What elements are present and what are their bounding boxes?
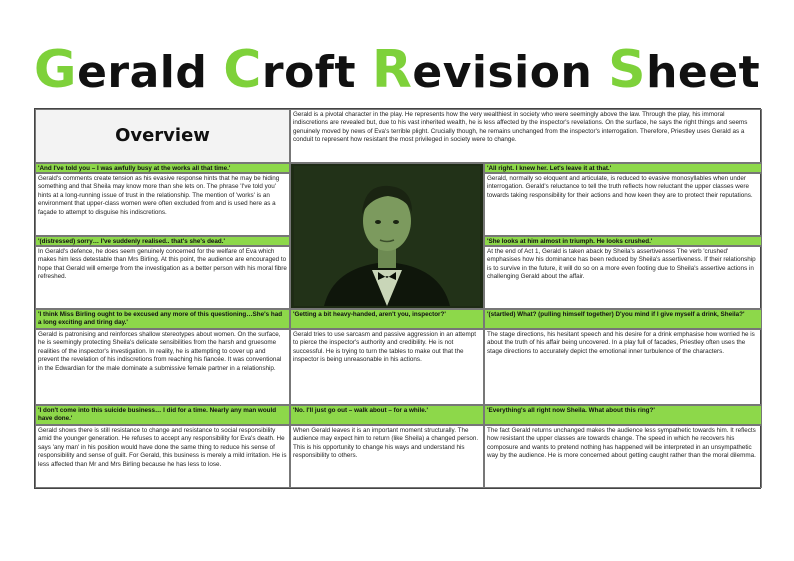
analysis-9: When Gerald leaves it is an important moment structurally. The audience may expect him to return (like Sheila) a changed person. This is his opportunity to change his ways and understand his responsibility to others. <box>290 425 484 488</box>
title-rest-3: evision <box>412 47 593 98</box>
analysis-5: Gerald is patronising and reinforces shallow stereotypes about women. On the surface, he is seemingly protecting Sheila's delicate sensibilities from the harsh and gruesome realities of the inspector's investigation. In reality, he is attempting to cover up and prevent the revelation of his indiscretions from reaching his fiancée. It was conventional in the Edwardian for the male dominate a submissive female partner in a relationship. <box>35 329 290 405</box>
quote-6: 'Getting a bit heavy-handed, aren't you, inspector?' <box>290 309 484 329</box>
overview-text: Gerald is a pivotal character in the play. He represents how the very wealthiest in society who were seemingly above the law. Through the play, his immoral indiscretions are revealed but, due to his vast inherited wealth, he is less affected by the inspector's revelations. On the surface, he says the right things and seems genuinely moved by news of Eva's terrible plight. Crucially though, he remains unchanged from the inspector's interrogation. Therefore, Priestley uses Gerald as a conduit to represent how resistant the most privileged in society were to change. <box>290 109 762 163</box>
quote-7: '(startled) What? (pulling himself together) D'you mind if I give myself a drink, Sheila?' <box>484 309 762 329</box>
gerald-portrait-image <box>294 166 480 306</box>
analysis-6: Gerald tries to use sarcasm and passive aggression in an attempt to pierce the inspector's authority and credibility. He is not successful. He is trying to turn the tables to make out that the inspector is being unreasonable in his actions. <box>290 329 484 405</box>
title-rest-1: erald <box>77 47 208 98</box>
quote-2: 'All right. I knew her. Let's leave it at that.' <box>484 163 762 173</box>
analysis-4: At the end of Act 1, Gerald is taken aback by Sheila's assertiveness The verb 'crushed' emphasises how his dominance has been reduced by Sheila's assertiveness. If their relationship is to survive in the future, it will do so on a more even footing due to Sheila's assertive actions in challenging Gerald about the affair. <box>484 246 762 309</box>
quote-1: 'And I've told you – I was awfully busy at the works all that time.' <box>35 163 290 173</box>
quote-8: 'I don't come into this suicide business… I did for a time. Nearly any man would have done.' <box>35 405 290 425</box>
title-cap-4: S <box>608 40 647 100</box>
analysis-2: Gerald, normally so eloquent and articulate, is reduced to evasive monosyllables when under interrogation. Gerald's reluctance to tell the truth reflects how reluctant the upper classes were towards taking responsibility for their actions and how keen they are to protect their reputations. <box>484 173 762 236</box>
title-rest-2: roft <box>261 47 356 98</box>
quote-5: 'I think Miss Birling ought to be excused any more of this questioning…She's had a long exciting and tiring day.' <box>35 309 290 329</box>
analysis-7: The stage directions, his hesitant speech and his desire for a drink emphasise how worried he is about the truth of his affair being uncovered. In a play full of facades, Priestley often uses the stage directions to accurately depict the emotional inner turbulence of the characters. <box>484 329 762 405</box>
analysis-10: The fact Gerald returns unchanged makes the audience less sympathetic towards him. It reflects how resistant the upper classes are towards change. The speed in which he recovers his composure and wants to pretend nothing has happened will be interpreted in an unsympathetic way by the audience. He is more concerned about getting caught rather than the moral dilemma. <box>484 425 762 488</box>
page-title <box>0 40 794 103</box>
gerald-portrait <box>290 163 484 309</box>
quote-10: 'Everything's all right now Sheila. What about this ring?' <box>484 405 762 425</box>
quote-4: 'She looks at him almost in triumph. He looks crushed.' <box>484 236 762 246</box>
title-rest-4: heet <box>646 47 761 98</box>
revision-grid <box>34 108 761 489</box>
title-cap-1: G <box>33 40 78 100</box>
overview-heading: Overview <box>115 124 210 146</box>
overview-heading-cell <box>35 109 290 163</box>
quote-3: '(distressed) sorry… I've suddenly realised.. that's she's dead.' <box>35 236 290 246</box>
analysis-1: Gerald's comments create tension as his evasive response hints that he may be hiding something and that Sheila may know more than she lets on. The phrase 'I've told you' hints at a long-running issue of trust in the relationship. The mention of 'works' is an environment that upper-class women were often excluded from and is used here as a façade to attempt to disguise his indiscretions. <box>35 173 290 236</box>
analysis-3: In Gerald's defence, he does seem genuinely concerned for the welfare of Eva which makes him less detestable than Mrs Birling. At this point, the audience are encouraged to hope that Gerald will emerge from the investigation as a better person with his moral fibre refreshed. <box>35 246 290 309</box>
title-cap-2: C <box>223 40 262 100</box>
quote-9: 'No. I'll just go out – walk about – for a while.' <box>290 405 484 425</box>
title-cap-3: R <box>371 40 413 100</box>
analysis-8: Gerald shows there is still resistance to change and resistance to social responsibility amid the younger generation. He refuses to accept any responsibility for Eva's death. He says 'any man' in his position would have done the same thing to reduce his sense of responsibility and sense of guilt. For Gerald, this business is merely a mild irritation. He is less affected than Mr and Mrs Birling because he has less to lose. <box>35 425 290 488</box>
